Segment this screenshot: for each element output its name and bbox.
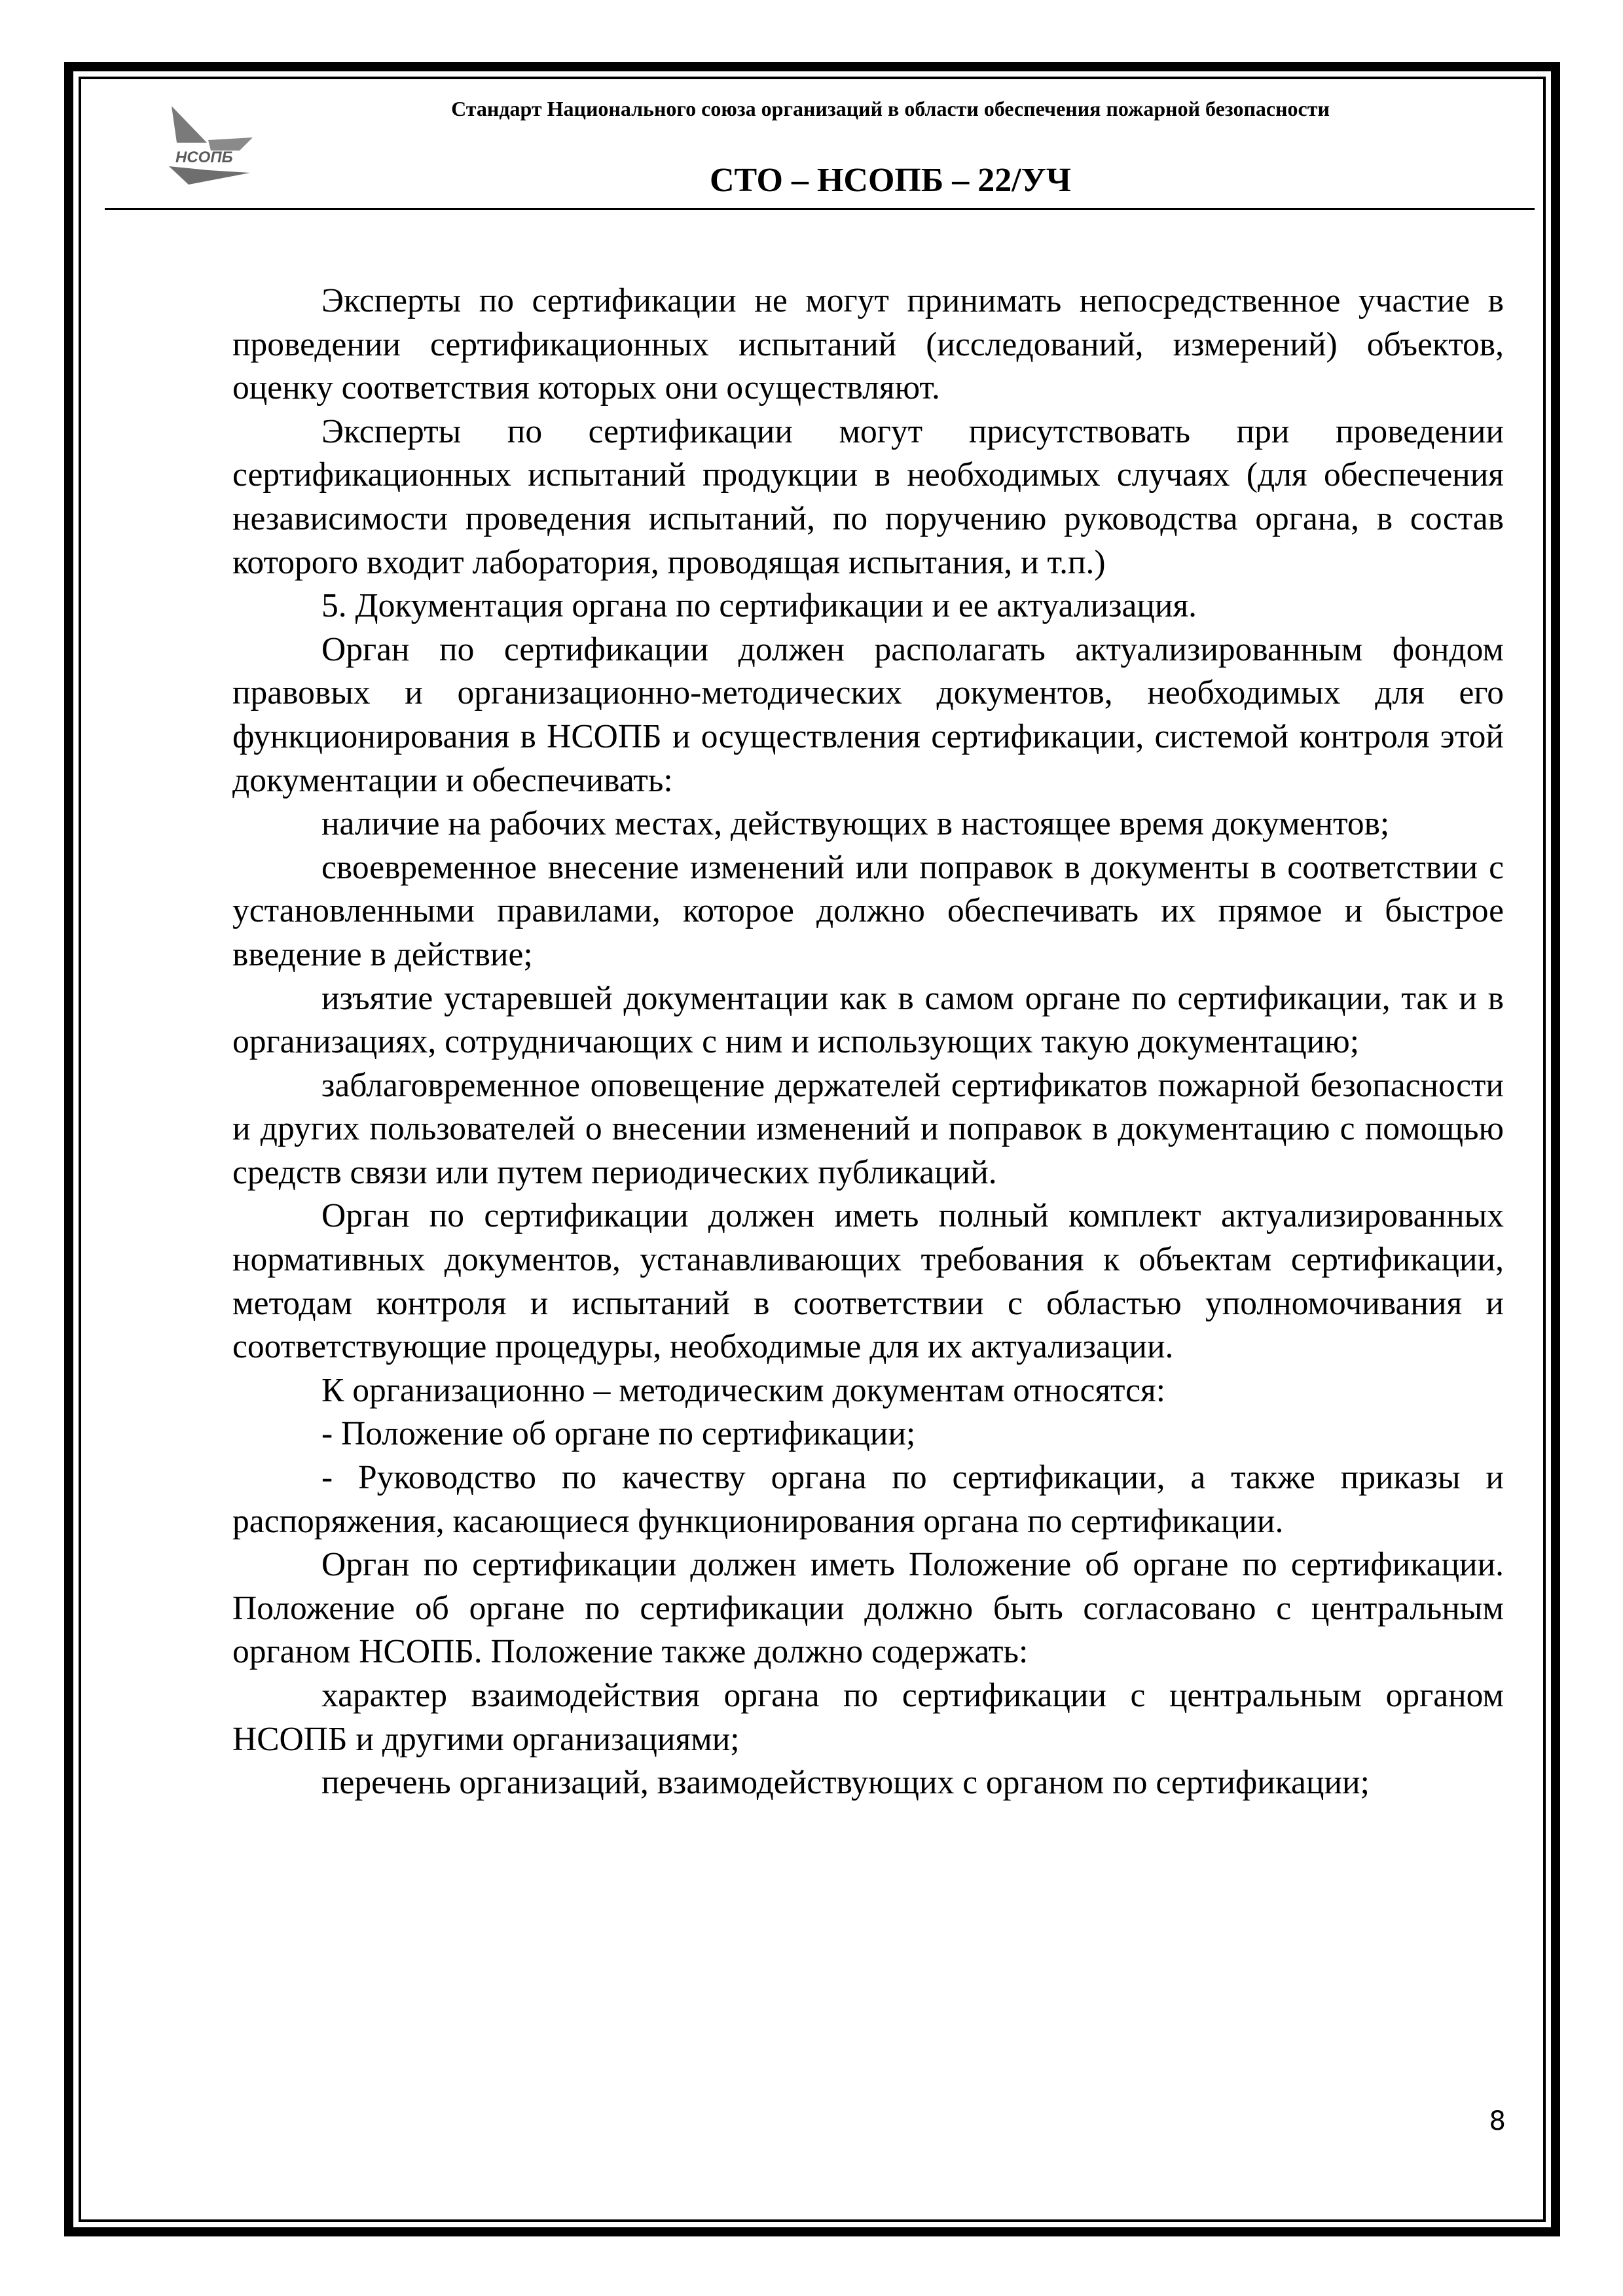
paragraph: Эксперты по сертификации не могут принимать непосредственное участие в проведении сертификационных испытаний (исследований, измерений) объектов, оценку соответствия которых они осуществляют. — [232, 282, 1504, 407]
paragraph: Орган по сертификации должен располагать актуализированным фондом правовых и организационно-методических документов, необходимых для его функционирования в НСОПБ и осуществления сертификации, системой контроля этой документации и обеспечивать: — [232, 630, 1504, 799]
list-item: - Положение об органе по сертификации; — [321, 1415, 916, 1453]
nsopb-logo — [162, 103, 255, 190]
list-item: изъятие устаревшей документации как в самом органе по сертификации, так и в организациях, сотрудничающих с ним и использующих такую документацию; — [232, 979, 1504, 1061]
page-number: 8 — [1489, 2106, 1506, 2136]
list-item: наличие на рабочих местах, действующих в настоящее время документов; — [321, 805, 1390, 843]
list-item: перечень организаций, взаимодействующих с органом по сертификации; — [321, 1764, 1370, 1802]
paragraph: К организационно – методическим документам относятся: — [321, 1371, 1166, 1409]
document-body — [232, 279, 1504, 1805]
section-heading: 5. Документация органа по сертификации и ее актуализация. — [321, 587, 1197, 625]
list-item: - Руководство по качеству органа по сертификации, а также приказы и распоряжения, касающиеся функционирования органа по сертификации. — [232, 1459, 1504, 1540]
paragraph: Эксперты по сертификации могут присутствовать при проведении сертификационных испытаний продукции в необходимых случаях (для обеспечения независимости проведения испытаний, по поручению руководства органа, в состав которого входит лаборатория, проводящая испытания, и т.п.) — [232, 412, 1504, 581]
list-item: характер взаимодействия органа по сертификации с центральным органом НСОПБ и другими организациями; — [232, 1677, 1504, 1758]
logo-text: НСОПБ — [175, 149, 233, 166]
paragraph: Орган по сертификации должен иметь полный комплект актуализированных нормативных документов, устанавливающих требования к объектам сертификации, методам контроля и испытаний в соответствии с областью уполномочивания и соответствующие процедуры, необходимые для их актуализации. — [232, 1197, 1504, 1366]
list-item: заблаговременное оповещение держателей сертификатов пожарной безопасности и других пользователей о внесении изменений и поправок в документацию с помощью средств связи или путем периодических публикаций. — [232, 1066, 1504, 1191]
header-organization: Стандарт Национального союза организаций в области обеспечения пожарной безопасности — [451, 97, 1330, 120]
list-item: своевременное внесение изменений или поправок в документы в соответствии с установленными правилами, которое должно обеспечивать их прямое и быстрое введение в действие; — [232, 848, 1504, 973]
paragraph: Орган по сертификации должен иметь Положение об органе по сертификации. Положение об органе по сертификации должно быть согласовано с центральным органом НСОПБ. Положение также должно содержать: — [232, 1546, 1504, 1671]
standard-code: СТО – НСОПБ – 22/УЧ — [709, 162, 1072, 199]
header-divider — [105, 208, 1535, 210]
